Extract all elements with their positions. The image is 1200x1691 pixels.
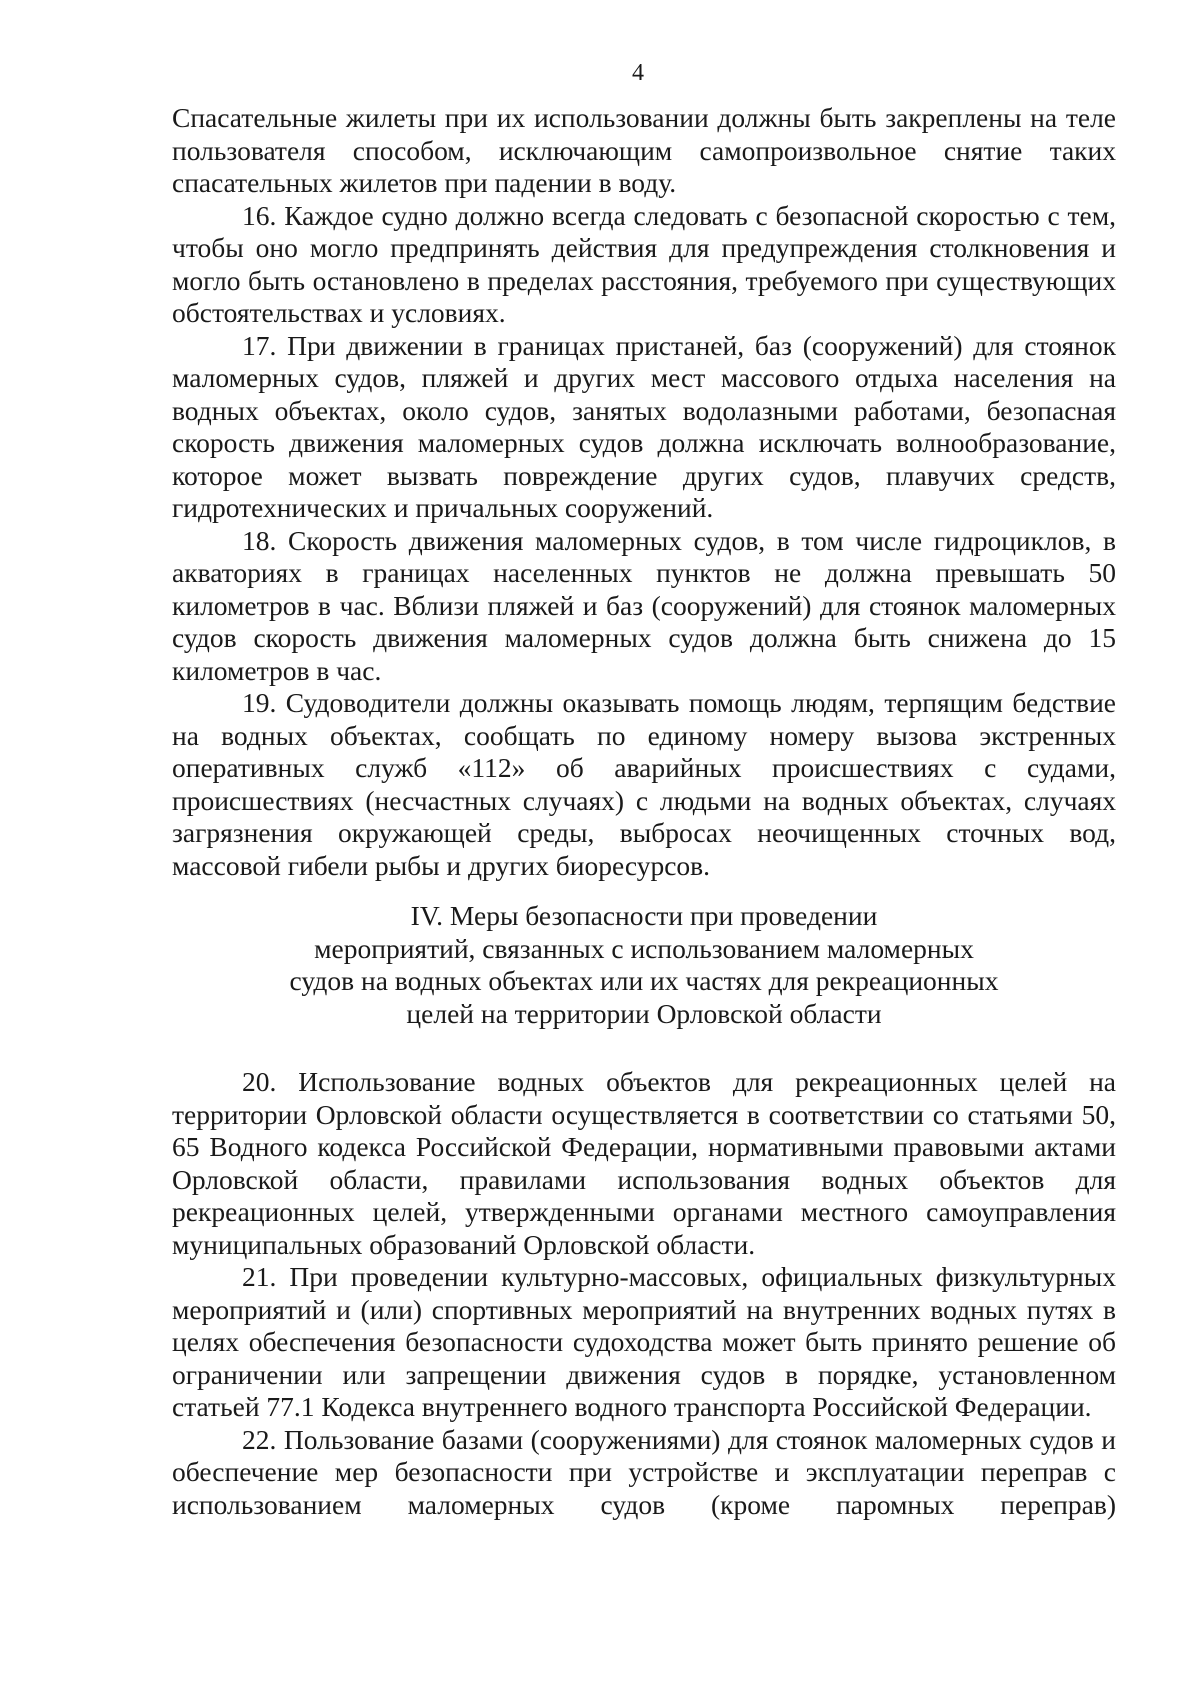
section-title-line: судов на водных объектах или их частях для рекреационных (289, 965, 999, 996)
page-number: 4 (632, 60, 644, 86)
paragraph-22: 22. Пользование базами (сооружениями) для стоянок маломерных судов и обеспечение мер безопасности при устройстве и эксплуатации переправ с использованием маломерных судов (кроме паромных переправ) (172, 1423, 1116, 1520)
paragraph-20: 20. Использование водных объектов для рекреационных целей на территории Орловской области осуществляется в соответствии со статьями 50, 65 Водного кодекса Российской Федерации, нормативными правовыми актами Орловской области, правилами использования водных объектов для рекреационных целей, утвержденными органами местного самоуправления муниципальных образований Орловской области. (172, 1066, 1116, 1260)
section-title-line: мероприятий, связанных с использованием маломерных (314, 932, 974, 964)
section-title-line: целей на территории Орловской области (406, 997, 882, 1029)
document-body (172, 102, 1116, 1521)
paragraph-19: 19. Судоводители должны оказывать помощь людям, терпящим бедствие на водных объектах, сообщать по единому номеру вызова экстренных оперативных служб «112» об аварийных происшествиях с судами, происшествиях (несчастных случаях) с людьми на водных объектах, случаях загрязнения окружающей среды, выбросах неочищенных сточных вод, массовой гибели рыбы и других биоресурсов. (172, 687, 1116, 881)
section-title (172, 900, 1116, 1030)
paragraph-18: 18. Скорость движения маломерных судов, в том числе гидроциклов, в акваториях в границах населенных пунктов не должна превышать 50 километров в час. Вблизи пляжей и баз (сооружений) для стоянок маломерных судов скорость движения маломерных судов должна быть снижена до 15 километров в час. (172, 524, 1116, 686)
paragraph: Спасательные жилеты при их использовании должны быть закреплены на теле пользователя способом, исключающим самопроизвольное снятие таких спасательных жилетов при падении в воду. (172, 102, 1116, 198)
paragraph-17: 17. При движении в границах пристаней, баз (сооружений) для стоянок маломерных судов, пляжей и других мест массового отдыха населения на водных объектах, около судов, занятых водолазными работами, безопасная скорость движения маломерных судов должна исключать волнообразование, которое может вызвать повреждение других судов, плавучих средств, гидротехнических и причальных сооружений. (172, 329, 1116, 523)
section-title-line: IV. Меры безопасности при проведении (410, 900, 878, 931)
paragraph-21: 21. При проведении культурно-массовых, официальных физкультурных мероприятий и (или) спортивных мероприятий на внутренних водных путях в целях обеспечения безопасности судоходства может быть принято решение об ограничении или запрещении движения судов в порядке, установленном статьей 77.1 Кодекса внутреннего водного транспорта Российской Федерации. (172, 1261, 1116, 1422)
paragraph-16: 16. Каждое судно должно всегда следовать с безопасной скоростью с тем, чтобы оно могло предпринять действия для предупреждения столкновения и могло быть остановлено в пределах расстояния, требуемого при существующих обстоятельствах и условиях. (172, 199, 1116, 328)
